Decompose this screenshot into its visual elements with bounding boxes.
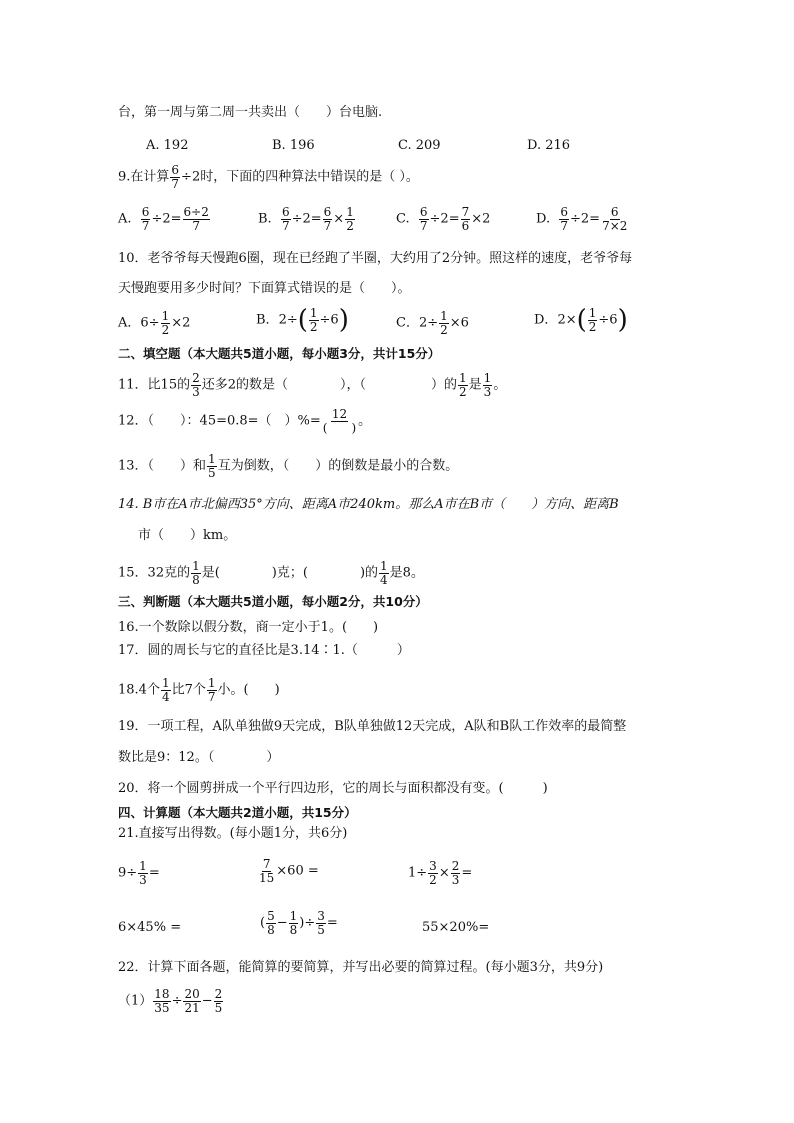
q21-title: 21.直接写出得数。(每小题1分，共6分) — [118, 826, 348, 841]
q14-line2: 市（ ）km。 — [138, 528, 237, 543]
q21-expr-6: 55×20%= — [422, 920, 490, 935]
q21-expr-3: 1÷ $\frac{3}{2}$ × $\frac{2}{3}$ = — [408, 859, 473, 887]
section-2-heading: 二、填空题（本大题共5道小题，每小题3分，共计15分） — [118, 346, 441, 361]
q21-expr-4: 6×45% = — [118, 920, 182, 935]
q16-text: 16.一个数除以假分数，商一定小于1。( ) — [118, 620, 379, 635]
q9-option-d[interactable]: D. $\frac{6}{7}$ ÷2= $\frac{6}{7\times 2}$ — [536, 205, 628, 233]
q15-text: 15．32克的 $\frac{1}{8}$ 是( )克；( )的 $\frac{1}{4}$ 是8。 — [118, 559, 424, 587]
q18-text: 18.4个 $\frac{1}{4}$ 比7个 $\frac{1}{7}$ 小。( ) — [118, 676, 280, 704]
q8-option-c[interactable]: C. 209 — [398, 138, 441, 153]
q9-text: 9.在计算 $\frac{6}{7}$ ÷2时，下面的四种算法中错误的是（ ）。 — [118, 163, 419, 191]
q10-line2: 天慢跑要用多少时间？下面算式错误的是（ ）。 — [118, 281, 411, 296]
q19-line2: 数比是9：12。（ ） — [118, 750, 280, 765]
q13-text: 13．（ ）和 $\frac{1}{5}$ 互为倒数，（ ）的倒数是最小的合数。 — [118, 452, 459, 480]
q10-line1: 10．老爷爷每天慢跑6圈，现在已经跑了半圈，大约用了2分钟。照这样的速度，老爷爷每 — [118, 251, 633, 266]
q17-text: 17．圆的周长与它的直径比是3.14∶1.（ ） — [118, 643, 410, 658]
q11-text: 11．比15的 $\frac{2}{3}$ 还多2的数是（ ），（ ）的 $\frac{1}{2}$ 是 $\frac{1}{3}$ 。 — [118, 371, 507, 399]
q20-text: 20．将一个圆剪拼成一个平行四边形，它的周长与面积都没有变。( ) — [118, 781, 548, 796]
q21-expr-2: $\frac{7}{15}$ ×60 = — [259, 857, 319, 885]
q9-option-a[interactable]: A. $\frac{6}{7}$ ÷2= $\frac{6\div 2}{7}$ — [118, 205, 209, 233]
q22-title: 22．计算下面各题，能简算的要简算，并写出必要的简算过程。(每小题3分，共9分) — [118, 960, 604, 975]
q9-option-c[interactable]: C. $\frac{6}{7}$ ÷2= $\frac{7}{6}$ ×2 — [396, 205, 491, 233]
q8-option-b[interactable]: B. 196 — [272, 138, 315, 153]
section-4-heading: 四、计算题（本大题共2道小题，共15分） — [118, 805, 357, 820]
q8-option-a[interactable]: A. 192 — [146, 138, 189, 153]
q19-line1: 19．一项工程，A队单独做9天完成，B队单独做12天完成，A队和B队工作效率的最简整 — [118, 719, 627, 734]
q10-option-c[interactable]: C．2÷ $\frac{1}{2}$ ×6 — [396, 309, 469, 337]
section-3-heading: 三、判断题（本大题共5道小题，每小题2分，共10分） — [118, 594, 428, 609]
q10-option-d[interactable]: D．2×( $\frac{1}{2}$ ÷6) — [534, 305, 628, 336]
q21-expr-5: ( $\frac{5}{8}$ − $\frac{1}{8}$ )÷ $\frac{3}{5}$ = — [260, 909, 338, 937]
q21-expr-1: 9÷ $\frac{1}{3}$ = — [118, 859, 160, 887]
q14-line1: 14. B市在A市北偏西35°方向、距离A市240km。那么A市在B市（ ）方向、距离B — [118, 497, 619, 512]
q8-option-d[interactable]: D. 216 — [527, 138, 571, 153]
q9-fraction: $\frac{6}{7}$ — [171, 163, 180, 191]
q8-text: 台，第一周与第二周一共卖出（ ）台电脑. — [118, 105, 383, 120]
q10-option-a[interactable]: A．6÷ $\frac{1}{2}$ ×2 — [118, 309, 191, 337]
q10-option-b[interactable]: B．2÷( $\frac{1}{2}$ ÷6) — [256, 305, 349, 336]
q12-text: 12．（ ）：45=0.8=（ ）%= $\frac{12}{( )}$ 。 — [118, 407, 372, 435]
q22-expr-1: （1） $\frac{18}{35}$ ÷ $\frac{20}{21}$ − $\frac{2}{5}$ — [118, 987, 223, 1015]
q9-option-b[interactable]: B. $\frac{6}{7}$ ÷2= $\frac{6}{7}$ × $\frac{1}{2}$ — [258, 205, 354, 233]
